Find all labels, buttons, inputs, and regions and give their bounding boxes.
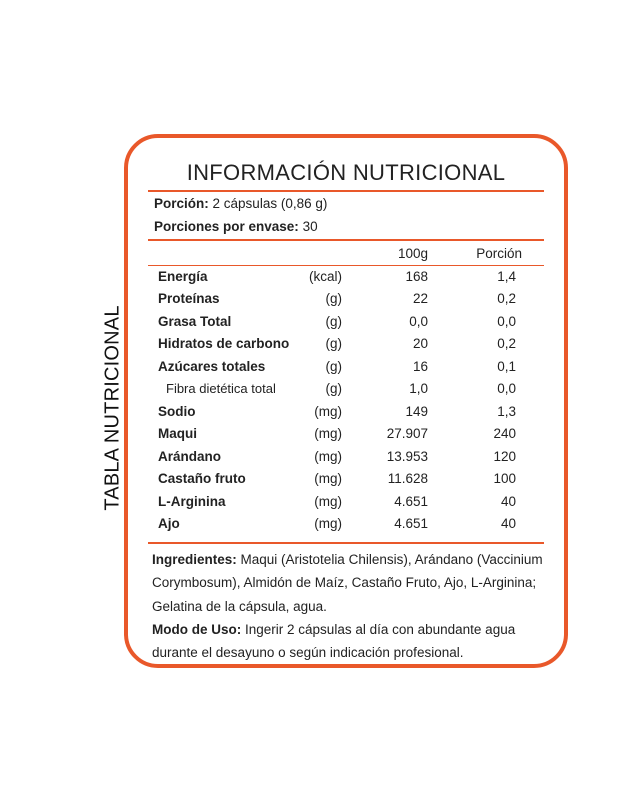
- nutrient-name: Arándano: [158, 448, 222, 464]
- nutrient-value-portion: 0,2: [497, 291, 516, 307]
- nutrient-name: Azúcares totales: [158, 358, 266, 374]
- panel-title: INFORMACIÓN NUTRICIONAL: [186, 160, 506, 185]
- serving-value: 2 cápsulas (0,86 g): [212, 196, 328, 211]
- servings-per-container-line: [154, 219, 318, 234]
- nutrient-value-portion: 40: [500, 493, 516, 509]
- table-row: [128, 336, 564, 358]
- nutrient-value-100g: 1,0: [409, 381, 428, 397]
- nutrient-unit: (mg): [314, 403, 342, 419]
- header-divider: [148, 265, 544, 266]
- nutrient-value-100g: 27.907: [386, 426, 428, 442]
- servings-per-container-value: 30: [302, 219, 318, 234]
- table-row: [128, 269, 564, 291]
- nutrient-unit: (g): [325, 291, 342, 307]
- nutrient-unit: (mg): [314, 471, 342, 487]
- table-row: [128, 449, 564, 471]
- table-row: [128, 404, 564, 426]
- nutrient-value-100g: 149: [405, 403, 428, 419]
- nutrient-value-100g: 13.953: [386, 448, 428, 464]
- nutrient-unit: (g): [325, 381, 342, 397]
- nutrient-name: Hidratos de carbono: [158, 336, 290, 352]
- serving-label: Porción:: [154, 196, 209, 211]
- nutrient-value-portion: 0,1: [497, 358, 516, 374]
- nutrient-unit: (mg): [314, 448, 342, 464]
- title-divider: [148, 190, 544, 192]
- table-row: [128, 516, 564, 538]
- ingredients-block: [152, 548, 550, 664]
- nutrient-value-100g: 11.628: [387, 471, 428, 487]
- nutrient-value-portion: 0,2: [497, 336, 516, 352]
- nutrient-unit: (g): [325, 336, 342, 352]
- table-row: [128, 291, 564, 313]
- column-header-portion: Porción: [476, 246, 522, 261]
- nutrient-unit: (g): [325, 358, 342, 374]
- nutrient-name: Proteínas: [158, 291, 220, 307]
- ingredients-text: Maqui (Aristotelia Chilensis), Arándano (Vaccinium Corymbosum), Almidón de Maíz, Castaño Fruto, Ajo, L-Arginina; Gelatina de la cápsula, agua.: [152, 552, 543, 614]
- nutrient-name: Sodio: [158, 403, 196, 419]
- nutrient-unit: (mg): [314, 515, 342, 531]
- nutrient-value-100g: 4.651: [394, 493, 428, 509]
- usage-label: Modo de Uso:: [152, 621, 242, 637]
- nutrient-name: Grasa Total: [158, 313, 232, 329]
- nutrient-value-portion: 1,3: [497, 403, 516, 419]
- nutrient-value-100g: 22: [412, 291, 428, 307]
- nutrient-value-100g: 20: [412, 336, 428, 352]
- serving-line: [154, 196, 327, 211]
- nutrient-value-100g: 0,0: [409, 313, 428, 329]
- table-row: [128, 494, 564, 516]
- nutrition-panel: [124, 134, 568, 668]
- serving-divider: [148, 239, 544, 241]
- nutrient-unit: (kcal): [309, 269, 342, 284]
- nutrient-value-100g: 168: [405, 269, 428, 284]
- side-title: TABLA NUTRICIONAL: [101, 305, 124, 511]
- nutrient-value-portion: 1,4: [497, 269, 516, 284]
- table-row: [128, 381, 564, 403]
- nutrient-value-portion: 40: [500, 515, 516, 531]
- table-row: [128, 314, 564, 336]
- column-header-100g: 100g: [397, 246, 428, 261]
- nutrient-value-portion: 240: [493, 426, 516, 442]
- nutrient-name: L-Arginina: [158, 493, 226, 509]
- table-row: [128, 471, 564, 493]
- nutrient-name: Ajo: [158, 515, 180, 531]
- nutrient-unit: (mg): [314, 493, 342, 509]
- table-bottom-divider: [148, 542, 544, 544]
- nutrient-value-100g: 16: [412, 358, 428, 374]
- nutrient-name: Castaño fruto: [158, 471, 246, 487]
- nutrient-unit: (mg): [314, 426, 342, 442]
- nutrient-name: Energía: [158, 269, 208, 284]
- ingredients-label: Ingredientes:: [152, 552, 237, 567]
- nutrient-name: Maqui: [158, 426, 197, 442]
- nutrient-value-100g: 4.651: [394, 515, 428, 531]
- nutrient-unit: (g): [325, 313, 342, 329]
- nutrient-value-portion: 120: [493, 448, 516, 464]
- nutrient-value-portion: 0,0: [497, 381, 516, 397]
- table-row: [128, 426, 564, 448]
- nutrient-value-portion: 0,0: [497, 313, 516, 329]
- nutrient-name: Fibra dietética total: [166, 381, 276, 397]
- nutrient-value-portion: 100: [493, 471, 516, 487]
- usage-text: Ingerir 2 cápsulas al día con abundante agua durante el desayuno o según indicación profesional.: [152, 621, 516, 661]
- table-row: [128, 359, 564, 381]
- servings-per-container-label: Porciones por envase:: [154, 219, 299, 234]
